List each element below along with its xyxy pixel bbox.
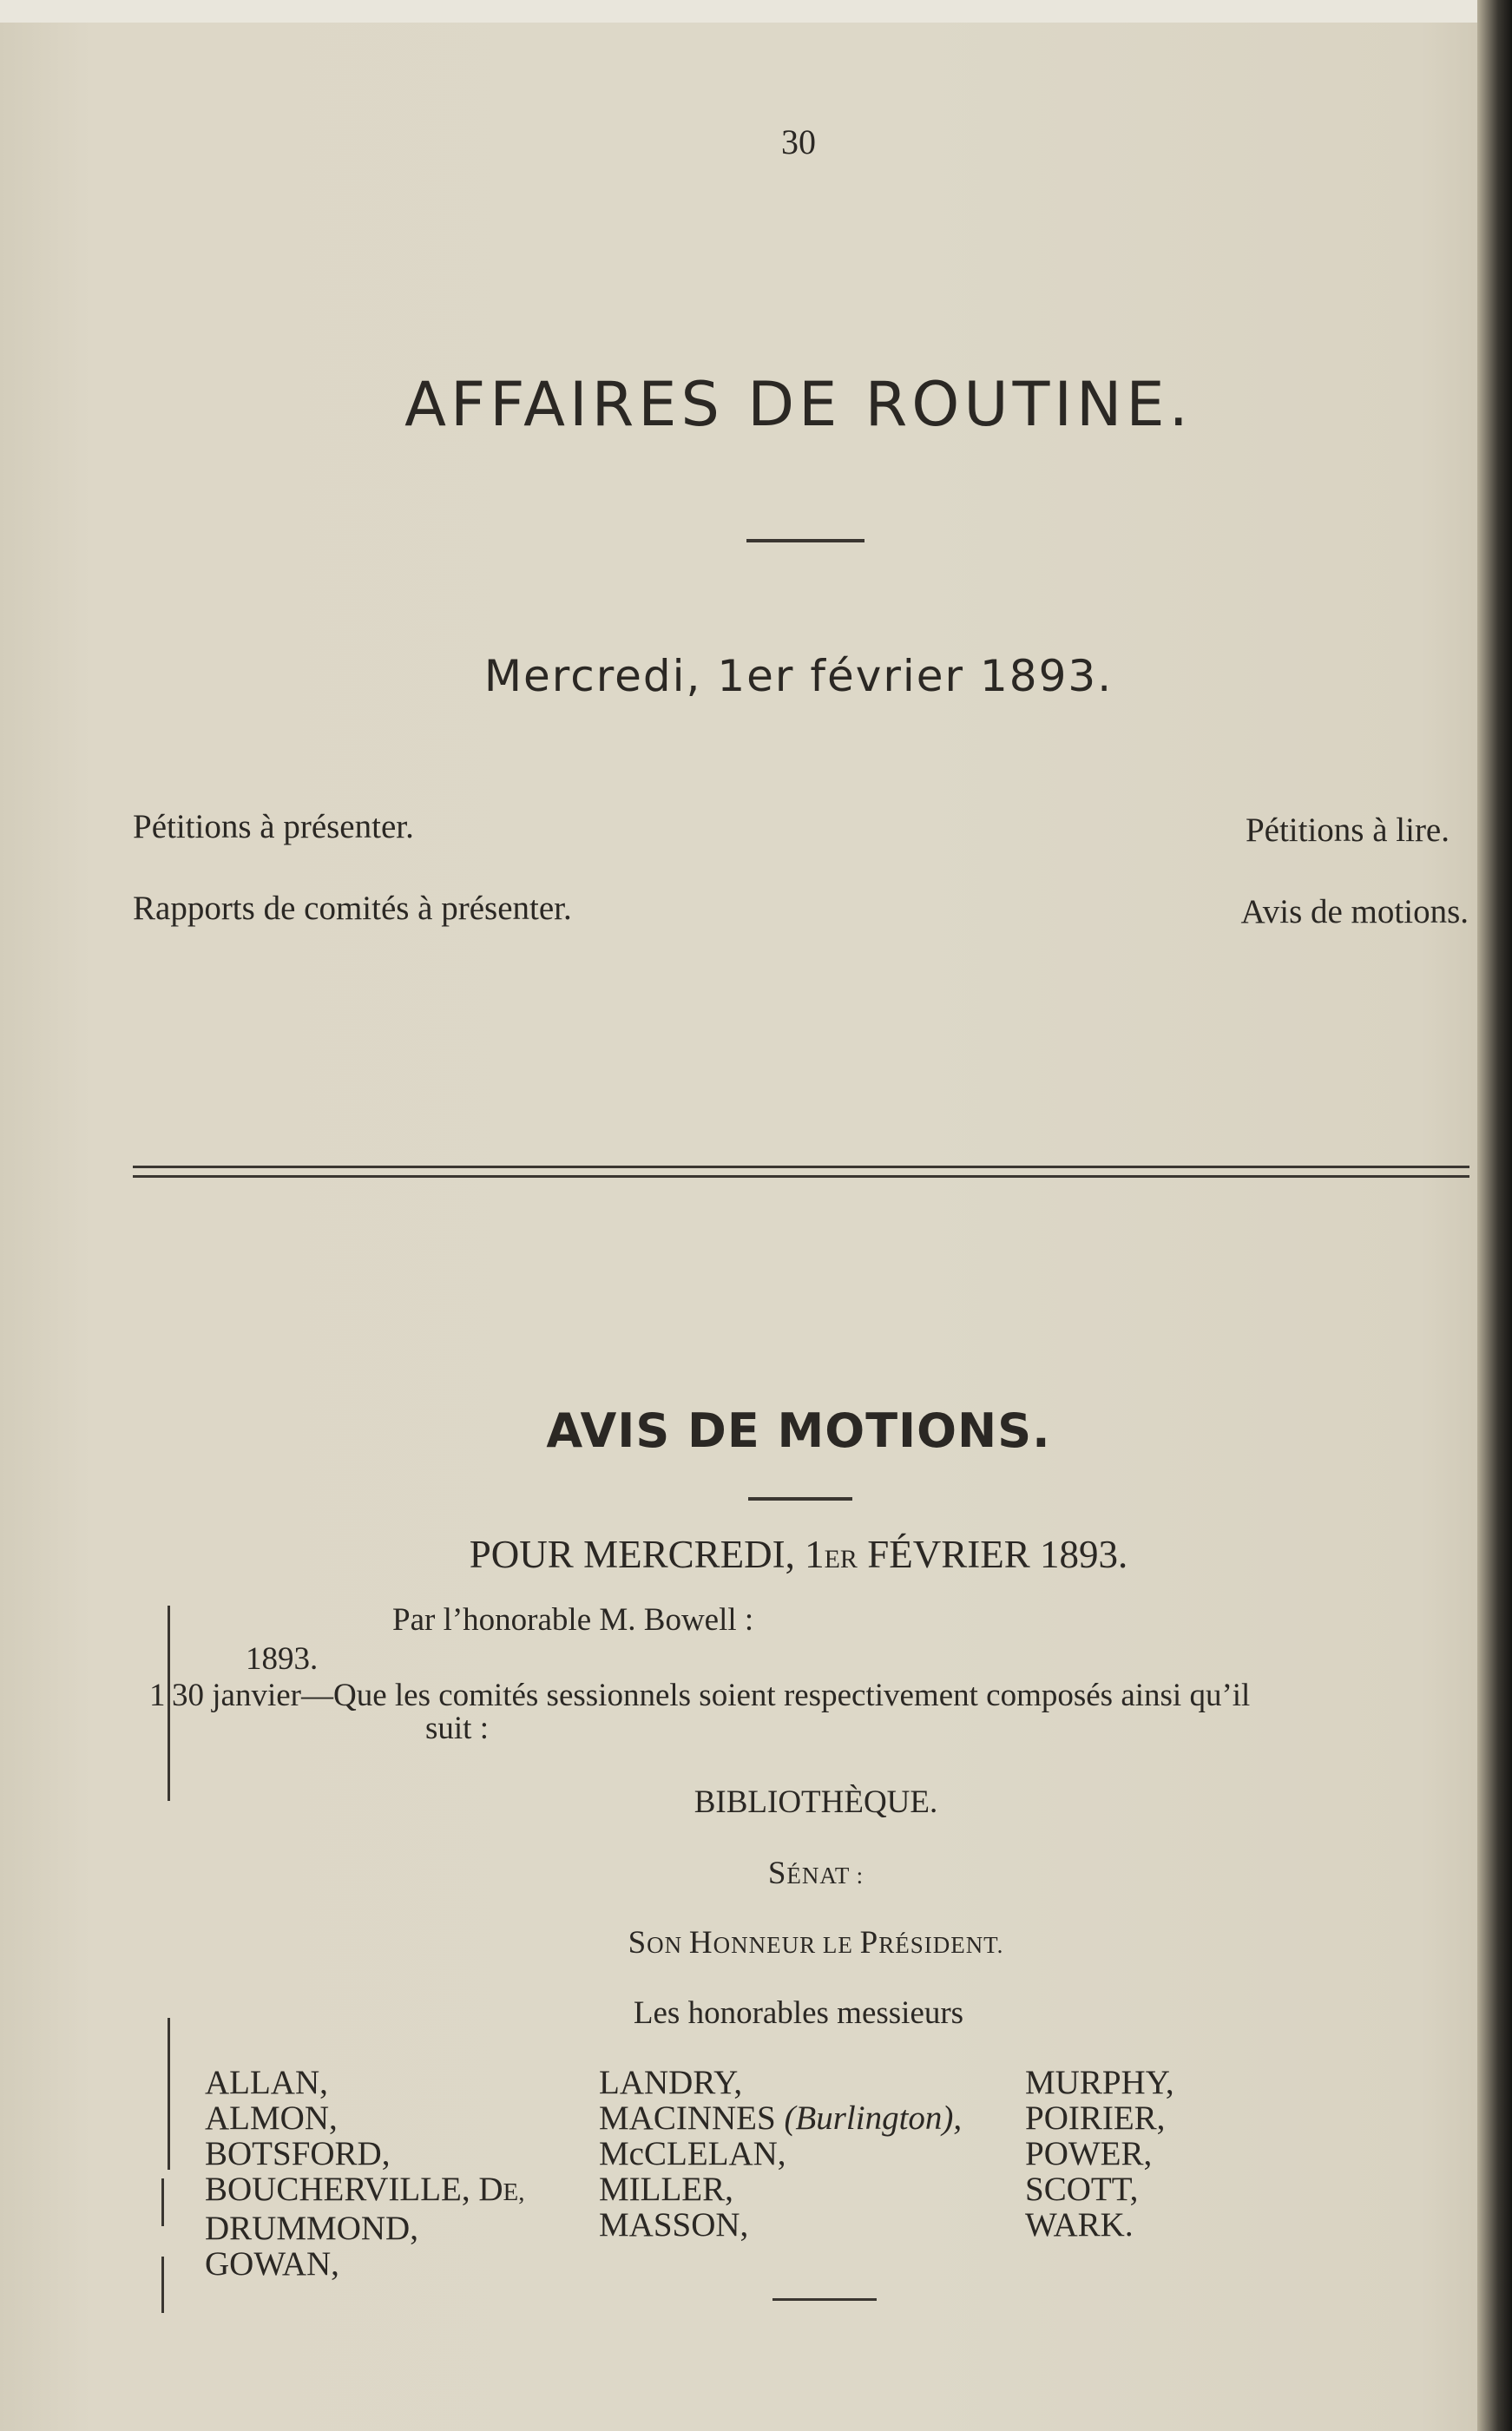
routine-item-reports-present: Rapports de comités à présenter. — [133, 890, 572, 927]
president-word2-rest: ONNEUR LE — [713, 1932, 860, 1958]
senator-name: POIRIER, — [1025, 2099, 1166, 2137]
senator-name: ALLAN, — [205, 2064, 328, 2101]
boucherville-suffix-rest: E, — [503, 2178, 525, 2206]
names-column-2 — [599, 2065, 962, 2243]
senator-name: MURPHY, — [1025, 2064, 1174, 2101]
senator-name-boucherville — [205, 2171, 525, 2211]
margin-rule-bottom — [161, 2257, 164, 2313]
macinnes-name: MACINNES — [599, 2099, 776, 2137]
motion-date: 30 janvier — [172, 1678, 301, 1713]
routine-item-petitions-read: Pétitions à lire. — [1245, 811, 1450, 849]
senator-name: MILLER, — [599, 2171, 733, 2208]
subheading-suffix: FÉVRIER 1893. — [857, 1533, 1128, 1576]
motions-rule — [748, 1497, 852, 1501]
motion-year: 1893. — [246, 1641, 319, 1677]
subheading-superscript: ER — [824, 1545, 858, 1574]
senator-name-macinnes — [599, 2100, 962, 2136]
senator-name: LANDRY, — [599, 2064, 743, 2101]
senator-name: BOTSFORD, — [205, 2135, 391, 2172]
senator-name: MASSON, — [599, 2206, 749, 2244]
president-line — [0, 1924, 1512, 1961]
motion-text-line-2: suit : — [425, 1711, 489, 1746]
page-top-edge — [0, 0, 1512, 23]
senator-name: WARK. — [1025, 2206, 1134, 2244]
page-right-edge — [1477, 0, 1512, 2431]
routine-item-motions-notice: Avis de motions. — [1240, 893, 1469, 930]
routine-item-petitions-present: Pétitions à présenter. — [133, 808, 414, 845]
section-double-rule — [133, 1166, 1469, 1178]
senator-name: ALMON, — [205, 2099, 338, 2137]
senate-initial: S — [767, 1856, 787, 1891]
motions-subheading — [0, 1532, 1512, 1577]
names-column-3 — [1025, 2065, 1174, 2243]
senate-heading — [0, 1855, 1512, 1892]
president-word3-initial: P — [859, 1925, 879, 1961]
motion-text: —Que les comités sessionnels soient respectivement composés ainsi qu’il — [300, 1678, 1251, 1713]
routine-title: AFFAIRES DE ROUTINE. — [404, 369, 1193, 440]
senate-rest: ÉNAT : — [786, 1863, 864, 1889]
margin-rule-upper — [168, 1606, 170, 1801]
subheading-prefix: POUR MERCREDI, 1 — [469, 1533, 825, 1576]
president-word2-initial: H — [688, 1925, 713, 1961]
committee-heading: BIBLIOTHÈQUE. — [694, 1784, 938, 1820]
president-word1-rest: ON — [647, 1932, 689, 1958]
senator-name: DRUMMOND, — [205, 2210, 418, 2247]
boucherville-suffix-initial: D — [478, 2171, 503, 2208]
president-word3-rest: RÉSIDENT. — [878, 1932, 1004, 1958]
senator-name: GOWAN, — [205, 2245, 339, 2283]
names-column-1 — [205, 2065, 525, 2282]
senator-name: POWER, — [1025, 2135, 1153, 2172]
motion-by-line: Par l’honorable M. Bowell : — [392, 1602, 754, 1638]
routine-date: Mercredi, 1er février 1893. — [483, 651, 1114, 701]
motions-title: AVIS DE MOTIONS. — [546, 1403, 1051, 1458]
title-rule — [746, 539, 864, 542]
senator-name: SCOTT, — [1025, 2171, 1139, 2208]
margin-rule-middle — [168, 2018, 170, 2170]
honorables-line: Les honorables messieurs — [633, 1995, 964, 2031]
motion-text-line-1 — [172, 1677, 1250, 1714]
macinnes-note: (Burlington), — [784, 2099, 963, 2137]
page-number: 30 — [781, 122, 816, 161]
closing-rule — [772, 2298, 877, 2301]
president-word1-initial: S — [628, 1925, 648, 1961]
margin-rule-lower — [161, 2178, 164, 2226]
senator-name: McCLELAN, — [599, 2135, 786, 2172]
boucherville-name: BOUCHERVILLE, — [205, 2171, 479, 2208]
motion-number: 1 — [149, 1678, 166, 1713]
